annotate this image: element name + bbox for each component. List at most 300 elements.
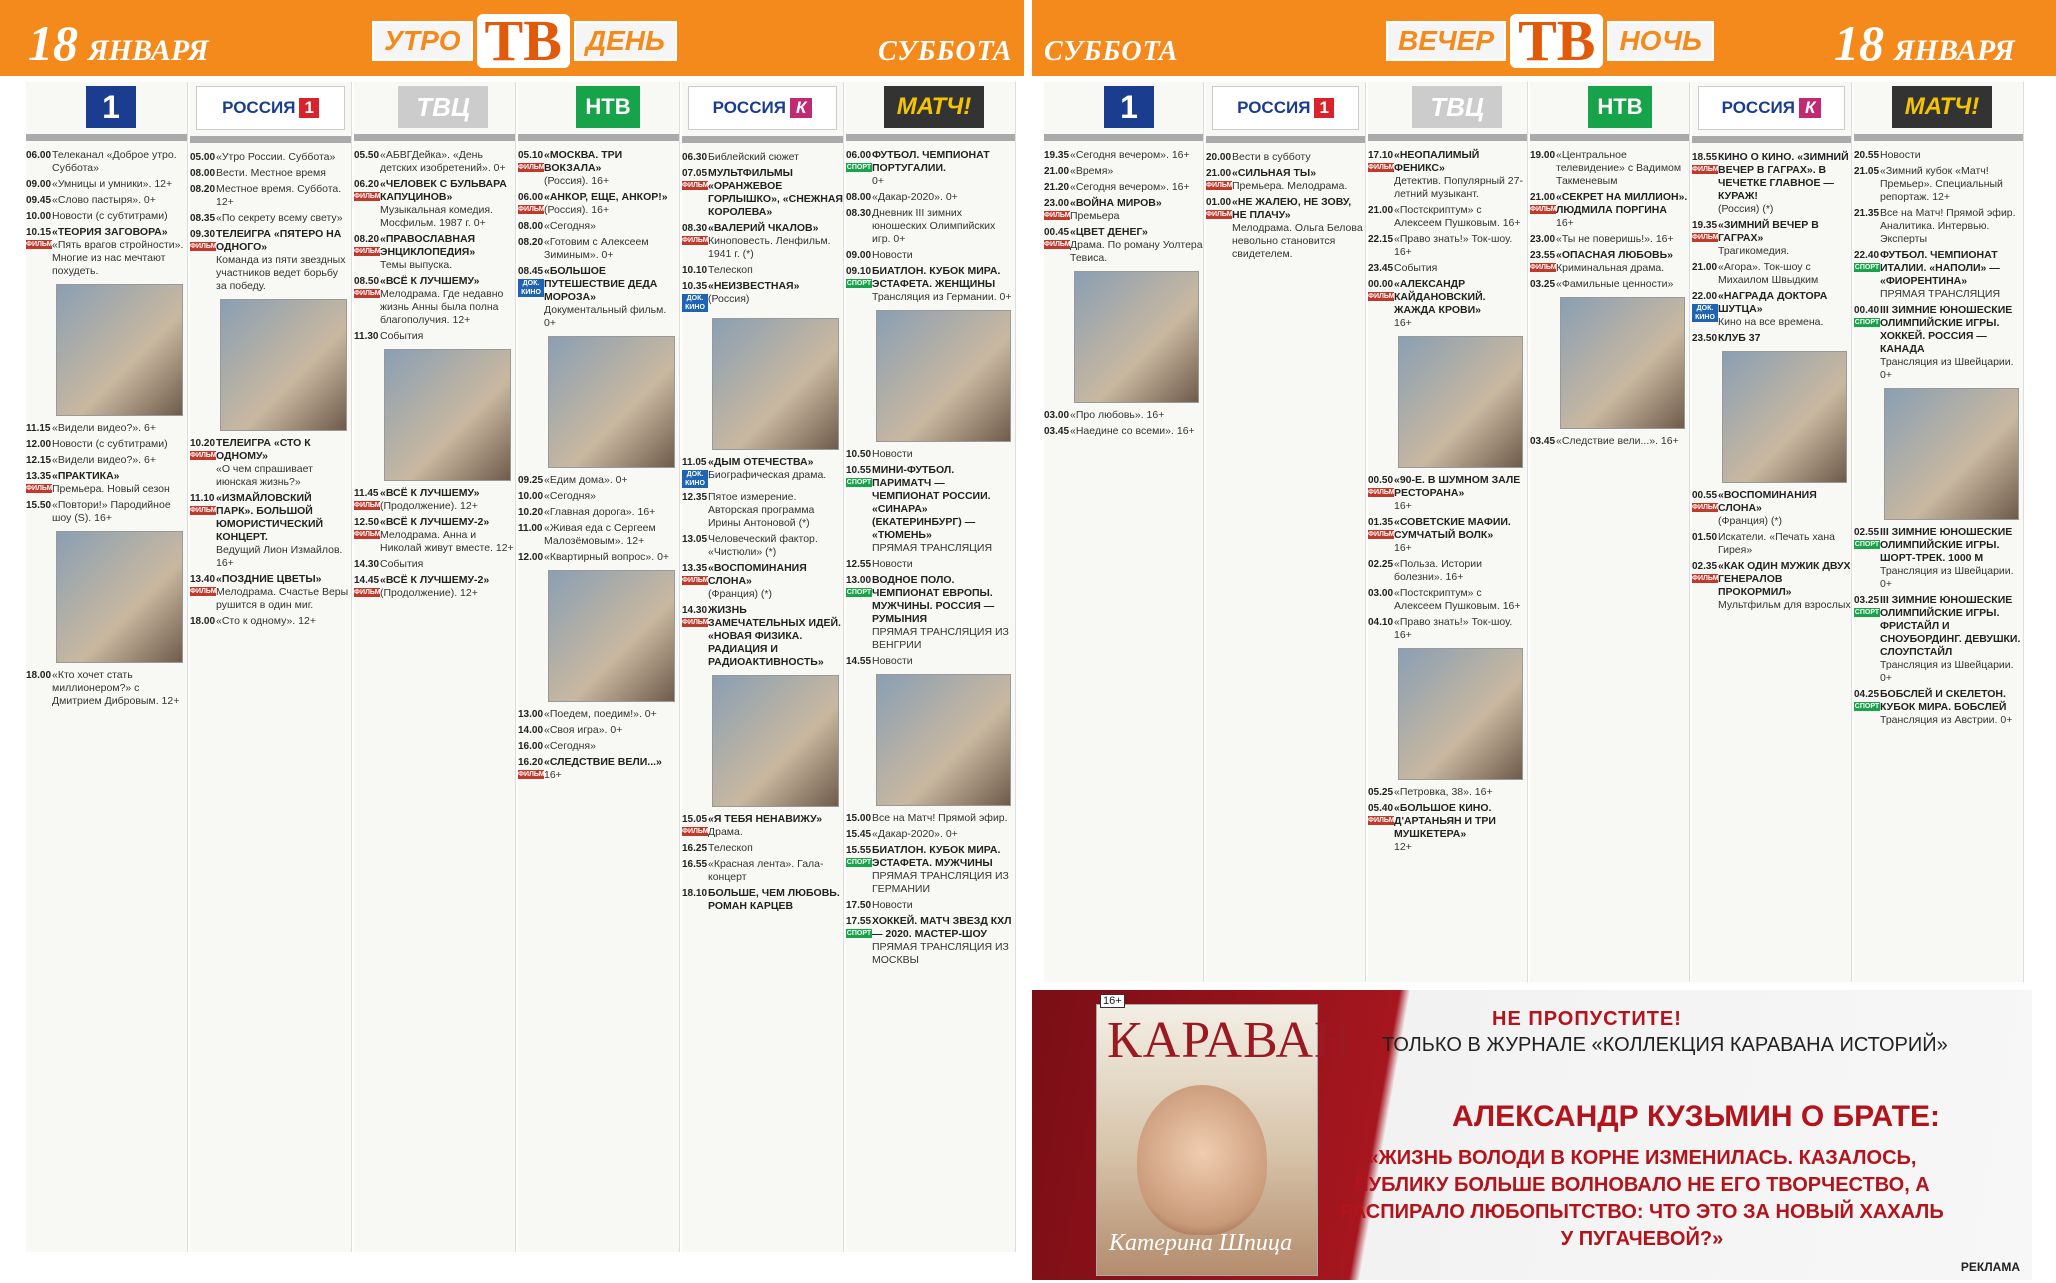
program-time (682, 264, 708, 277)
program-entry (26, 149, 187, 175)
program-description: Телеканал «Доброе утро. Суббота» (52, 149, 177, 174)
program-description: «Следствие вели...». 16+ (1556, 435, 1679, 447)
date-number: 18 (28, 15, 78, 71)
program-time (518, 474, 544, 487)
program-description: Биографическая драма. (708, 469, 827, 481)
program-info (216, 183, 351, 209)
program-info (52, 669, 187, 708)
program-entry (190, 615, 351, 628)
program-entry (190, 212, 351, 225)
program-list (1368, 149, 1527, 854)
channel-logo-text: МАТЧ! (1904, 93, 1980, 120)
genre-badge: ФИЛЬМ (1368, 531, 1395, 538)
program-title: «ВСЁ К ЛУЧШЕМУ-2» (380, 574, 490, 586)
program-time (1854, 207, 1880, 246)
time-text: 08.00 (518, 221, 544, 232)
program-info (216, 615, 351, 628)
time-text: 06.00 (26, 150, 52, 161)
program-info (52, 226, 187, 278)
program-time (518, 708, 544, 721)
program-title: «ВСЁ К ЛУЧШЕМУ-2» (380, 516, 490, 528)
date-month: ЯНВАРЯ (1894, 34, 2015, 67)
program-time (1368, 204, 1394, 230)
program-entry (1368, 149, 1527, 201)
channel-logo-badge: К (790, 98, 812, 118)
program-title: «СЕКРЕТ НА МИЛЛИОН». ЛЮДМИЛА ПОРГИНА (1556, 191, 1688, 216)
time-text: 14.30 (682, 605, 708, 616)
program-info (872, 149, 1015, 188)
program-list (1530, 149, 1689, 448)
time-text: 09.10 (846, 266, 872, 277)
program-entry (1692, 332, 1851, 345)
program-entry (846, 655, 1015, 668)
program-time (846, 249, 872, 262)
time-text: 09.30 (190, 229, 216, 240)
program-info (52, 470, 187, 496)
program-entry (518, 265, 679, 330)
program-description: «Зимний кубок «Матч! Премьер». Специальный репортаж. 12+ (1880, 165, 2003, 203)
program-info (52, 438, 187, 451)
program-description: «Сегодня» (544, 740, 596, 752)
program-description: События (380, 558, 424, 570)
program-title: «ПОЗДНИЕ ЦВЕТЫ» (216, 573, 322, 585)
program-description: Трагикомедия. (1718, 245, 1790, 257)
time-text: 08.50 (354, 276, 380, 287)
program-entry (518, 490, 679, 503)
program-time (846, 149, 872, 188)
program-description: (Россия). 16+ (544, 175, 610, 187)
column-channel-1-morning (26, 82, 188, 1252)
program-info (52, 499, 187, 525)
time-text: 13.00 (518, 709, 544, 720)
time-text: 10.10 (682, 265, 708, 276)
genre-badge: ФИЛЬМ (26, 241, 53, 248)
time-text: 18.10 (682, 888, 708, 899)
program-time (1692, 332, 1718, 345)
time-text: 12.15 (26, 455, 52, 466)
program-description: Трансляция из Австрии. 0+ (1880, 714, 2013, 726)
program-info (52, 454, 187, 467)
program-description: Новости (с субтитрами) (52, 210, 168, 222)
time-text: 15.45 (846, 829, 872, 840)
program-entry (518, 220, 679, 233)
time-text: 09.45 (26, 195, 52, 206)
program-time (1530, 191, 1556, 230)
program-description: (Продолжение). 12+ (380, 587, 478, 599)
logo-word-night: НОЧЬ (1607, 21, 1713, 61)
program-time (1854, 149, 1880, 162)
program-entry (354, 330, 515, 343)
program-description: ПРЯМАЯ ТРАНСЛЯЦИЯ ИЗ ВЕНГРИИ (872, 626, 1009, 651)
program-entry (518, 506, 679, 519)
time-text: 10.00 (518, 491, 544, 502)
program-title: «ДЫМ ОТЕЧЕСТВА» (708, 456, 814, 468)
program-time (846, 828, 872, 841)
program-info (544, 724, 679, 737)
genre-badge: ФИЛЬМ (518, 206, 545, 213)
program-info (544, 506, 679, 519)
time-text: 11.00 (518, 523, 543, 534)
time-text: 21.05 (1854, 166, 1880, 177)
program-time (682, 813, 708, 839)
program-info (708, 842, 843, 855)
program-info (1070, 197, 1203, 223)
program-time (1044, 181, 1070, 194)
program-description: Трансляция из Швейцарии. 0+ (1880, 659, 2014, 684)
program-time (1044, 197, 1070, 223)
rossia-k-logo (688, 86, 837, 130)
program-description: Документальный фильм. 0+ (544, 304, 667, 329)
program-time (1692, 261, 1718, 287)
program-description: Мелодрама. Где недавно жизнь Анны была полна благополучия. 12+ (380, 288, 504, 326)
program-time (846, 899, 872, 912)
program-entry (1692, 261, 1851, 287)
genre-badge: ФИЛЬМ (190, 452, 217, 459)
program-info (544, 522, 679, 548)
program-description: «Пять врагов стройности». Многие из нас мечтают похудеть. (52, 239, 184, 277)
program-list (1692, 151, 1851, 612)
divider (1206, 136, 1365, 143)
program-entry (518, 474, 679, 487)
divider (682, 136, 843, 143)
program-description: Киноповесть. Ленфильм. 1941 г. (*) (708, 235, 831, 260)
program-info (1394, 204, 1527, 230)
program-info (1718, 531, 1851, 557)
time-text: 05.50 (354, 150, 380, 161)
genre-badge: ФИЛЬМ (190, 507, 217, 514)
program-info (1880, 594, 2023, 685)
program-time (518, 756, 544, 782)
header-right (1032, 0, 2056, 76)
program-entry (1854, 688, 2023, 727)
program-title: БИАТЛОН. КУБОК МИРА. ЭСТАФЕТА. ЖЕНЩИНЫ (872, 265, 1001, 290)
time-text: 00.45 (1044, 227, 1070, 238)
program-description: Вести. Местное время (216, 167, 326, 179)
program-time (190, 437, 216, 489)
program-time (1044, 165, 1070, 178)
program-info (1232, 196, 1365, 261)
program-entry (1368, 558, 1527, 584)
time-text: 06.20 (354, 179, 380, 190)
program-description: Библейский сюжет (708, 151, 799, 163)
time-text: 03.45 (1530, 436, 1556, 447)
program-description: «Центральное телевидение» с Вадимом Такменевым (1556, 149, 1682, 187)
program-time (1692, 560, 1718, 612)
genre-badge: ДОК. КИНО (518, 279, 544, 297)
program-photo (220, 299, 347, 431)
program-title: «ВСЁ К ЛУЧШЕМУ» (380, 275, 480, 287)
program-list (682, 151, 843, 913)
genre-badge: ФИЛЬМ (190, 243, 217, 250)
genre-badge: ФИЛЬМ (682, 237, 709, 244)
program-entry (1692, 151, 1851, 216)
time-text: 22.00 (1692, 291, 1718, 302)
program-time (190, 228, 216, 293)
program-description: «Поедем, поедим!». 0+ (544, 708, 657, 720)
program-entry (846, 191, 1015, 204)
time-text: 08.20 (190, 184, 216, 195)
program-title: «ТЕОРИЯ ЗАГОВОРА» (52, 226, 168, 238)
program-info (1718, 560, 1851, 612)
time-text: 09.00 (846, 250, 872, 261)
genre-badge: СПОРТ (1854, 703, 1880, 710)
program-description: Новости (с субтитрами) (52, 438, 168, 450)
program-description: «О чем спрашивает июнская жизнь?» (216, 463, 313, 488)
time-text: 12.00 (518, 552, 544, 563)
genre-badge: ФИЛЬМ (354, 531, 381, 538)
program-title: КЛУБ 37 (1718, 332, 1761, 344)
divider (518, 134, 679, 141)
program-time (1530, 233, 1556, 246)
time-text: 13.35 (682, 563, 708, 574)
program-entry (190, 151, 351, 164)
program-info (380, 233, 515, 272)
rossia-k-logo (1698, 86, 1845, 130)
program-time (26, 470, 52, 496)
program-time (1206, 167, 1232, 193)
time-text: 18.00 (190, 616, 216, 627)
program-entry (846, 844, 1015, 896)
program-title: «ЧЕЛОВЕК С БУЛЬВАРА КАПУЦИНОВ» (380, 178, 507, 203)
cover-portrait (1137, 1085, 1267, 1235)
program-time (190, 573, 216, 612)
program-description: Темы выпуска. (380, 259, 453, 271)
genre-badge: СПОРТ (846, 479, 872, 486)
program-title: «НЕИЗВЕСТНАЯ» (708, 280, 800, 292)
program-info (380, 516, 515, 555)
program-title: «ВОСПОМИНАНИЯ СЛОНА» (708, 562, 807, 587)
program-info (52, 422, 187, 435)
column-tvc-evening (1368, 82, 1528, 982)
program-info (1232, 151, 1365, 164)
program-info (1394, 616, 1527, 642)
program-info (872, 844, 1015, 896)
program-time (1206, 196, 1232, 261)
genre-badge: ФИЛЬМ (1530, 264, 1557, 271)
program-time (354, 558, 380, 571)
program-info (708, 562, 843, 601)
program-description: «Постскриптум» с Алексеем Пушковым. 16+ (1394, 204, 1521, 229)
logo-word-day: ДЕНЬ (574, 21, 677, 61)
logo-tv: ТВ (477, 14, 570, 68)
time-text: 05.25 (1368, 787, 1394, 798)
program-info (1394, 149, 1527, 201)
program-time (1368, 516, 1394, 555)
magazine-cover (1096, 1004, 1353, 1276)
divider (846, 134, 1015, 141)
program-info (1556, 191, 1689, 230)
program-list (846, 149, 1015, 967)
program-info (708, 533, 843, 559)
time-text: 03.25 (1530, 279, 1556, 290)
program-entry (682, 842, 843, 855)
program-time (26, 210, 52, 223)
program-time (682, 562, 708, 601)
program-title: ХОККЕЙ. МАТЧ ЗВЕЗД КХЛ — 2020. МАСТЕР-ШОУ (872, 915, 1012, 940)
program-info (1880, 165, 2023, 204)
channel-logo-text: РОССИЯ (1237, 98, 1311, 117)
program-description: Драма. По роману Уолтера Тевиса. (1070, 239, 1203, 264)
time-text: 05.00 (190, 152, 216, 163)
program-entry (682, 456, 843, 488)
program-time (1368, 558, 1394, 584)
header-date (28, 14, 209, 72)
genre-badge: ФИЛЬМ (682, 577, 709, 584)
program-entry (518, 551, 679, 564)
time-text: 21.00 (1206, 168, 1232, 179)
program-info (1880, 688, 2023, 727)
program-time (518, 522, 544, 548)
program-time (354, 516, 380, 555)
genre-badge: ФИЛЬМ (1044, 212, 1071, 219)
program-description: ПРЯМАЯ ТРАНСЛЯЦИЯ ИЗ ГЕРМАНИИ (872, 870, 1009, 895)
program-entry (518, 149, 679, 188)
program-description: Драма. (708, 826, 743, 838)
program-info (1070, 149, 1203, 162)
program-entry (1530, 233, 1689, 246)
genre-badge: ФИЛЬМ (354, 589, 381, 596)
genre-badge: ФИЛЬМ (354, 193, 381, 200)
program-info (1880, 526, 2023, 591)
program-info (708, 151, 843, 164)
program-info (544, 265, 679, 330)
program-description: «Утро России. Суббота» (216, 151, 336, 163)
program-title: «СОВЕТСКИЕ МАФИИ. СУМЧАТЫЙ ВОЛК» (1394, 516, 1511, 541)
program-entry (26, 210, 187, 223)
program-time (26, 438, 52, 451)
program-title: МУЛЬТФИЛЬМЫ «ОРАНЖЕВОЕ ГОРЛЫШКО», «СНЕЖНАЯ КОРОЛЕВА» (708, 167, 843, 218)
program-title: «МОСКВА. ТРИ ВОКЗАЛА» (544, 149, 623, 174)
program-info (1394, 558, 1527, 584)
program-entry (518, 756, 679, 782)
channel-1-logo (1104, 86, 1154, 128)
program-entry (190, 437, 351, 489)
program-description: Человеческий фактор. «Чистюли» (*) (708, 533, 818, 558)
program-description: Криминальная драма. (1556, 262, 1665, 274)
time-text: 12.55 (846, 559, 872, 570)
program-description: «Сегодня» (544, 220, 596, 232)
program-time (190, 615, 216, 628)
time-text: 02.55 (1854, 527, 1880, 538)
program-title: «НАГРАДА ДОКТОРА ШУТЦА» (1718, 290, 1828, 315)
time-text: 05.10 (518, 150, 544, 161)
program-entry (846, 899, 1015, 912)
program-description: «Время» (1070, 165, 1114, 177)
program-description: «Агора». Ток-шоу с Михаилом Швыдким (1718, 261, 1819, 286)
program-description: Новости (872, 558, 913, 570)
program-title: «ВАЛЕРИЙ ЧКАЛОВ» (708, 222, 819, 234)
program-entry (190, 228, 351, 293)
time-text: 10.50 (846, 449, 872, 460)
program-time (26, 499, 52, 525)
program-time (26, 669, 52, 708)
program-entry (682, 167, 843, 219)
program-entry (1530, 149, 1689, 188)
caravan-advertisement[interactable] (1032, 990, 2032, 1280)
program-description: Новости (872, 448, 913, 460)
program-photo (1398, 336, 1523, 468)
program-description: Искатели. «Печать хана Гирея» (1718, 531, 1836, 556)
time-text: 12.00 (26, 439, 52, 450)
program-entry (1368, 204, 1527, 230)
program-entry (1044, 425, 1203, 438)
program-title: III ЗИМНИЕ ЮНОШЕСКИЕ ОЛИМПИЙСКИЕ ИГРЫ. ХОККЕЙ. РОССИЯ — КАНАДА (1880, 304, 2013, 355)
time-text: 07.05 (682, 168, 708, 179)
program-entry (26, 422, 187, 435)
program-entry (518, 740, 679, 753)
program-time (518, 506, 544, 519)
time-text: 14.55 (846, 656, 872, 667)
program-description: Новости (1880, 149, 1921, 161)
program-time (1692, 219, 1718, 258)
program-time (1692, 531, 1718, 557)
time-text: 00.55 (1692, 490, 1718, 501)
program-list (354, 149, 515, 600)
time-text: 01.50 (1692, 532, 1718, 543)
program-info (708, 858, 843, 884)
program-description: «Видели видео?». 6+ (52, 422, 156, 434)
time-text: 13.05 (682, 534, 708, 545)
program-entry (354, 574, 515, 600)
time-text: 05.40 (1368, 803, 1394, 814)
program-info (1070, 165, 1203, 178)
program-entry (1044, 149, 1203, 162)
match-logo (884, 86, 984, 128)
program-time (26, 226, 52, 278)
program-entry (1368, 802, 1527, 854)
program-description: «Главная дорога». 16+ (544, 506, 656, 518)
program-title: ТЕЛЕИГРА «ПЯТЕРО НА ОДНОГО» (216, 228, 342, 253)
program-info (216, 492, 351, 570)
program-info (380, 574, 515, 600)
program-entry (354, 275, 515, 327)
program-info (872, 448, 1015, 461)
program-entry (1368, 587, 1527, 613)
divider (1854, 134, 2023, 141)
program-entry (1044, 165, 1203, 178)
program-description: (Россия) (708, 293, 750, 305)
time-text: 21.35 (1854, 208, 1880, 219)
program-description: «Польза. Истории болезни». 16+ (1394, 558, 1482, 583)
program-entry (190, 167, 351, 180)
program-description: «Повтори!» Пародийное шоу (S). 16+ (52, 499, 171, 524)
time-text: 03.00 (1044, 410, 1070, 421)
program-entry (1044, 226, 1203, 265)
program-title: КИНО О КИНО. «ЗИМНИЙ ВЕЧЕР В ГАГРАХ». В ЧЕЧЕТКЕ ГЛАВНОЕ — КУРАЖ! (1718, 151, 1849, 202)
program-description: «Наедине со всеми». 16+ (1070, 425, 1195, 437)
program-time (1854, 249, 1880, 301)
column-rossia-1-evening (1206, 82, 1366, 982)
program-description: Музыкальная комедия. Мосфильм. 1987 г. 0+ (380, 204, 493, 229)
channel-logo-badge: 1 (299, 98, 318, 118)
program-time (1530, 278, 1556, 291)
program-description: 16+ (1394, 542, 1412, 554)
program-info (1718, 489, 1851, 528)
program-info (708, 887, 843, 913)
program-info (708, 167, 843, 219)
time-text: 23.00 (1044, 198, 1070, 209)
rossia-1-logo (1212, 86, 1359, 130)
program-title: «ВСЁ К ЛУЧШЕМУ» (380, 487, 480, 499)
program-info (1394, 786, 1527, 799)
program-info (544, 708, 679, 721)
time-text: 13.00 (846, 575, 872, 586)
program-time (354, 330, 380, 343)
time-text: 09.25 (518, 475, 544, 486)
program-info (544, 551, 679, 564)
program-entry (1854, 149, 2023, 162)
program-info (1880, 249, 2023, 301)
